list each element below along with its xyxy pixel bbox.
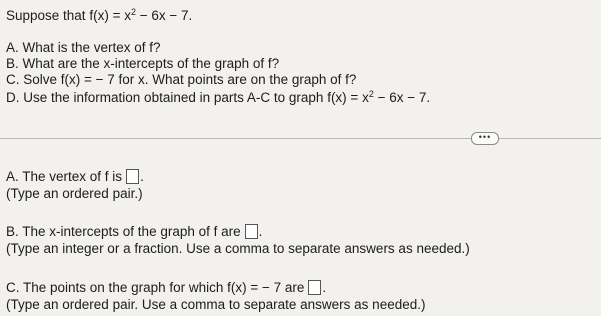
question-part-d-function: f(x) = x [327,90,369,105]
question-part-d-prefix: D. Use the information obtained in parts A-C to graph [6,90,328,105]
question-intro-rest: − 6x − 7. [135,8,193,23]
more-options-button[interactable]: ••• [471,132,499,145]
question-part-d [6,90,430,106]
question-part-d-exponent: 2 [368,89,374,99]
answer-a-hint: (Type an ordered pair.) [6,186,143,201]
answer-b-period: . [258,224,263,239]
question-intro [6,8,192,24]
answer-a-label: A. The vertex of f is [6,169,123,184]
answer-b-line [6,224,262,240]
question-part-a: A. What is the vertex of f? [6,40,161,55]
question-part-b: B. What are the x-intercepts of the graph of f? [6,56,280,71]
section-divider [0,138,601,139]
answer-c-label: C. The points on the graph for which f(x) = − 7 are [6,280,305,295]
question-part-c: C. Solve f(x) = − 7 for x. What points are on the graph of f? [6,72,357,87]
answer-a-period: . [140,169,144,184]
question-intro-prefix: Suppose that [6,8,90,23]
question-intro-function: f(x) = x [89,8,131,23]
vertex-answer-box[interactable] [126,169,139,184]
question-part-d-rest: − 6x − 7. [373,90,431,105]
question-intro-exponent: 2 [130,7,136,17]
answer-c-period: . [322,280,327,295]
answer-b-hint: (Type an integer or a fraction. Use a comma to separate answers as needed.) [6,241,470,256]
answer-c-hint: (Type an ordered pair. Use a comma to separate answers as needed.) [6,297,426,312]
points-answer-box[interactable] [308,280,321,295]
x-intercepts-answer-box[interactable] [245,224,258,239]
answer-b-label: B. The x-intercepts of the graph of f are [6,224,241,239]
answer-c-line [6,280,326,296]
answer-a-line [6,169,144,185]
